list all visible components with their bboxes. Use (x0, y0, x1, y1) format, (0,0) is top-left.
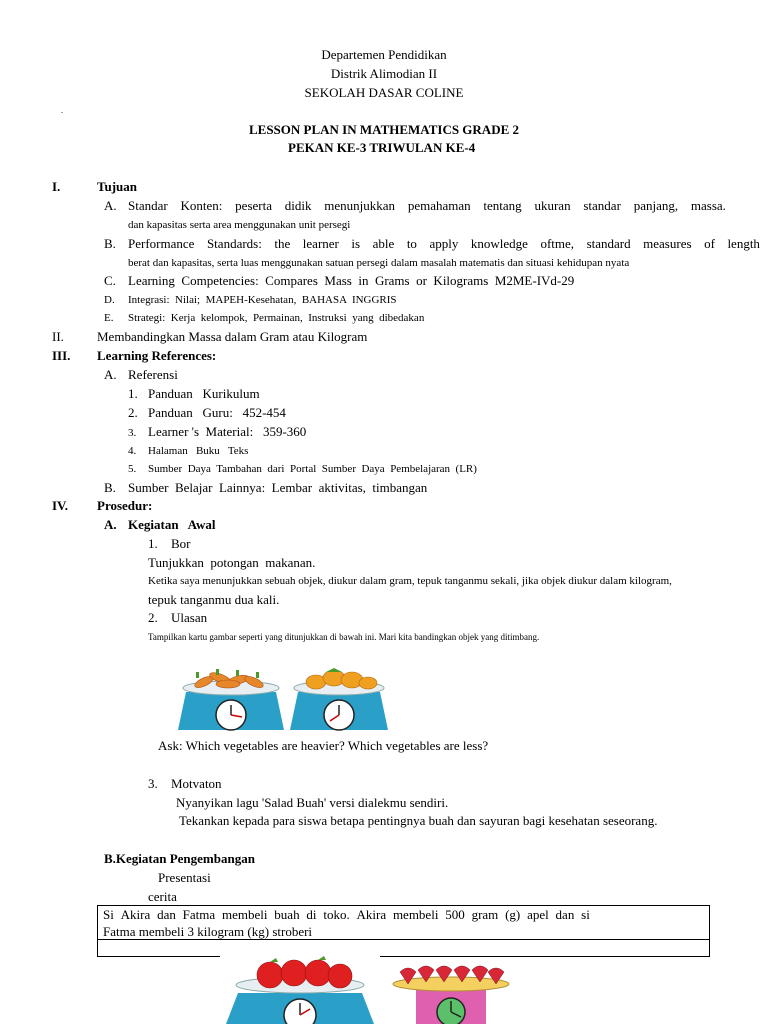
kegiatan-pengembangan-heading: B.Kegiatan Pengembangan (104, 851, 255, 866)
ref-item: Panduan Guru: 452-454 (148, 405, 286, 420)
strategi: Strategi: Kerja kelompok, Permainan, Instruksi yang dibedakan (128, 312, 425, 324)
standar-konten-cont: dan kapasitas serta area menggunakan unit persegi (128, 219, 351, 231)
bor-heading: Bor (171, 536, 191, 551)
learning-competencies: Learning Competencies: Compares Mass in Grams or Kilograms M2ME-IVd-29 (128, 273, 575, 288)
section-2-number: II. (52, 329, 64, 344)
orange-scale-image (288, 664, 390, 732)
story-line-2: Fatma membeli 3 kilogram (kg) stroberi (103, 924, 313, 939)
story-line-1: Si Akira dan Fatma membeli buah di toko. Akira membeli 500 gram (g) apel dan si (103, 907, 590, 922)
performance-standards-line: Performance Standards: the learner is able to apply knowledge oftme, standard measures of length (128, 236, 760, 251)
doc-subtitle: PEKAN KE-3 TRIWULAN KE-4 (288, 140, 476, 155)
ref-item-num: 4. (128, 445, 137, 457)
ref-item-num: 5. (128, 463, 137, 475)
ref-item: Halaman Buku Teks (148, 445, 249, 457)
ref-item: Learner 's Material: 359-360 (148, 424, 307, 439)
apple-scale-image (220, 955, 380, 1024)
ref-item: Panduan Kurikulum (148, 386, 260, 401)
bor-line-3: tepuk tanganmu dua kali. (148, 592, 280, 607)
cerita: cerita (148, 889, 177, 904)
section-3-number: III. (52, 348, 71, 363)
bor-number: 1. (148, 536, 158, 551)
stray-dot: . (61, 106, 63, 115)
doc-title: LESSON PLAN IN MATHEMATICS GRADE 2 (248, 122, 520, 137)
story-box (97, 905, 710, 957)
section-3-heading: Learning References: (97, 348, 217, 363)
school-name: SEKOLAH DASAR COLINE (304, 85, 464, 100)
dept-name: Departemen Pendidikan (321, 47, 447, 62)
section-1-heading: Tujuan (97, 179, 137, 194)
bor-line-1: Tunjukkan potongan makanan. (148, 555, 316, 570)
presentasi: Presentasi (158, 870, 211, 885)
motivation-heading: Motvaton (171, 776, 222, 791)
ref-item: Sumber Daya Tambahan dari Portal Sumber Daya Pembelajaran (LR) (148, 463, 477, 475)
integrasi: Integrasi: Nilai; MAPEH-Kesehatan, BAHASA INGGRIS (128, 294, 397, 306)
item-e-label: E. (104, 312, 114, 324)
section-4-number: IV. (52, 498, 69, 513)
sumber-label: B. (104, 480, 116, 495)
section-1-number: I. (52, 179, 61, 194)
kegiatan-awal-heading: Kegiatan Awal (128, 517, 216, 532)
performance-standards-cont: berat dan kapasitas, serta luas menggunakan satuan persegi dalam masalah matematis dan situasi kehidupan nyata (128, 257, 630, 269)
item-d-label: D. (104, 294, 115, 306)
ulasan-heading: Ulasan (171, 610, 208, 625)
motivation-line-1: Nyanyikan lagu 'Salad Buah' versi dialekmu sendiri. (176, 795, 449, 810)
sumber-belajar: Sumber Belajar Lainnya: Lembar aktivitas, timbangan (128, 480, 428, 495)
section-2-text: Membandingkan Massa dalam Gram atau Kilogram (97, 329, 368, 344)
section-4-heading: Prosedur: (97, 498, 153, 513)
motivation-line-2: Tekankan kepada para siswa betapa pentingnya buah dan sayuran bagi kesehatan seseorang. (179, 813, 658, 828)
ulasan-line-1: Tampilkan kartu gambar seperti yang ditunjukkan di bawah ini. Mari kita bandingkan objek yang ditimbang. (148, 632, 540, 642)
bor-line-2: Ketika saya menunjukkan sebuah objek, diukur dalam gram, tepuk tanganmu sekali, jika objek diukur dalam kilogram, (148, 575, 672, 587)
ref-item-num: 2. (128, 405, 138, 420)
ref-item-num: 3. (128, 427, 137, 439)
ref-item-num: 1. (128, 386, 138, 401)
motivation-number: 3. (148, 776, 158, 791)
standar-konten-line: Standar Konten: peserta didik menunjukkan pemahaman tentang ukuran standar panjang, massa. (128, 198, 726, 213)
kegiatan-awal-label: A. (104, 517, 117, 532)
story-box-divider (98, 939, 709, 940)
strawberry-scale-image (386, 960, 516, 1024)
ask-question: Ask: Which vegetables are heavier? Which vegetables are less? (158, 738, 489, 753)
referensi: Referensi (128, 367, 178, 382)
referensi-label: A. (104, 367, 117, 382)
item-c-label: C. (104, 273, 116, 288)
district-name: Distrik Alimodian II (330, 66, 438, 81)
item-a-label: A. (104, 198, 117, 213)
item-b-label: B. (104, 236, 116, 251)
ulasan-number: 2. (148, 610, 158, 625)
carrot-scale-image (176, 664, 286, 732)
